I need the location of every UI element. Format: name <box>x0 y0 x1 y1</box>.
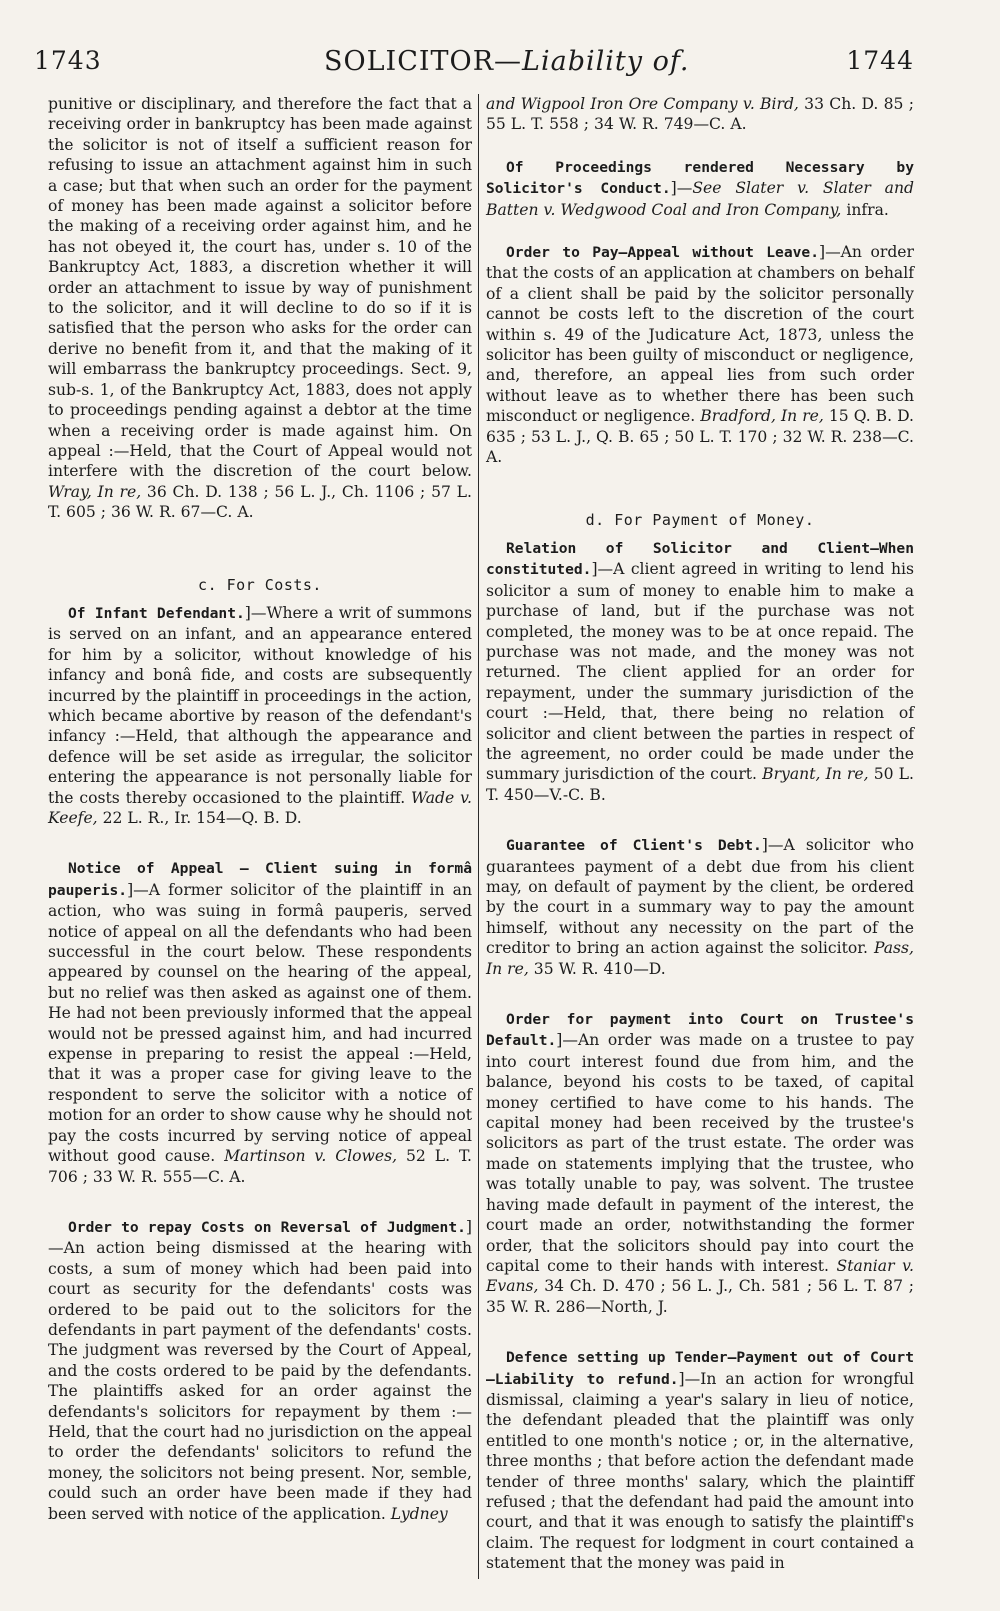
citation: 35 W. R. 410—D. <box>528 959 666 978</box>
entry-text: ]—A client agreed in writing to lend his solicitor a sum of money to enable him to make a purchase of land, but if the purchase was not completed, the money was to be at once repaid. The purchase was not made, and the money was not returned. The client applied for an order for repayment, under the summary jurisdiction of the court :—Held, that, there being no relation of solicitor and client between the parties in respect of the agreement, no order could be made under the summary jurisdiction of the court. <box>486 560 914 784</box>
case-name: Martinson v. Clowes, <box>224 1147 398 1166</box>
entry-text: ]—An order was made on a trustee to pay into court interest found due from him, and the balance, beyond his costs to be taxed, of capital money certified to have come to his hands. The capital money had been received by the trustee's solicitors as part of the trust estate. The order was made on statements implying that the trustee, who was totally unable to pay, was solvent. The trustee having made default in payment of the interest, the court made an order, notwithstanding the former order, that the solicitors should pay into court the capital come to their hands with interest. <box>486 1031 914 1275</box>
entry-order-to-pay <box>486 242 914 467</box>
entry-heading: Notice of Appeal — Client suing in formâ pauperis. <box>48 860 472 899</box>
entry-order-payment-into-court <box>486 1009 914 1317</box>
page-number-right: 1744 <box>846 46 914 75</box>
case-name: Staniar v. Evans, <box>486 1256 914 1296</box>
entry-text: ]—A solicitor who guarantees payment of a debt due from his client may, on default of payment by the client, be ordered by the court in a summary way to pay the amount himself, without any necessity on the part of the creditor to bring an action against the solicitor. <box>486 836 914 958</box>
column-divider <box>478 94 479 1579</box>
citation: 36 Ch. D. 138 ; 56 L. J., Ch. 1106 ; 57 L. T. 605 ; 36 W. R. 67—C. A. <box>48 482 472 522</box>
entry-text: ]—An order that the costs of an application at chambers on behalf of a client shall be paid by the solicitor personally cannot be costs left to the discretion of the court within s. 49 of the Judicature Act, 1873, unless the solicitor has been guilty of misconduct or negligence, and, therefore, an appeal lies from such order without leave as to whether there has been such misconduct or negligence. <box>486 243 914 426</box>
entry-heading: Guarantee of Client's Debt. <box>506 837 762 855</box>
case-name: See Slater v. Slater and Batten v. Wedgwood Coal and Iron Company, <box>486 179 914 219</box>
section-heading-costs: c. For Costs. <box>198 575 322 594</box>
running-head <box>34 46 914 86</box>
continued-citation <box>486 94 914 135</box>
entry-infant-defendant <box>48 603 472 828</box>
title-main: SOLICITOR— <box>324 46 523 77</box>
entry-text: ]—A former solicitor of the plaintiff in an action, who was suing in formâ pauperis, served notice of appeal on all the defendants who had been successful in the court below. These respondents appeared by counsel on the hearing of the appeal, but no relief was then asked as against one of them. He had not been previously informed that the appeal would not be pressed against him, and had incurred expense in preparing to resist the appeal :—Held, that it was a proper case for giving leave to the respondent to serve the solicitor with a notice of motion for an order to show cause why he should not pay the costs incurred by serving notice of appeal without good cause. <box>48 880 472 1166</box>
entry-order-to-repay-costs <box>48 1217 472 1524</box>
entry-heading: Defence setting up Tender—Payment out of Court—Liability to refund. <box>486 1349 914 1388</box>
citation: 52 L. T. 706 ; 33 W. R. 555—C. A. <box>48 1147 473 1186</box>
page-title <box>324 46 689 77</box>
case-name: Wray, In re, <box>48 482 142 501</box>
entry-heading: Relation of Solicitor and Client—When constituted. <box>486 539 914 579</box>
entry-text: ]— <box>670 179 693 198</box>
case-name: and Wigpool Iron Ore Company v. Bird, <box>486 95 799 113</box>
entry-guarantee-debt <box>486 835 914 979</box>
entry-heading: Of Infant Defendant. <box>68 604 245 622</box>
entry-relation-solicitor-client <box>486 538 914 805</box>
case-name: Lydney <box>390 1504 448 1523</box>
continued-paragraph <box>48 94 472 523</box>
entry-heading: Of Proceedings rendered Necessary by Solicitor's Conduct. <box>486 158 914 198</box>
left-column <box>48 94 472 1524</box>
citation: 33 Ch. D. 85 ; 55 L. T. 558 ; 34 W. R. 749—C. A. <box>486 95 914 134</box>
case-name: Pass, In re, <box>486 939 914 978</box>
section-heading-payment: d. For Payment of Money. <box>585 510 815 529</box>
right-column <box>486 94 914 1574</box>
entry-text: ]—Where a writ of summons is served on an infant, and an appearance entered for him by a solicitor, without knowledge of his infancy and bonâ fide, and costs are subsequently incurred by the plaintiff in proceedings in the action, which became abortive by reason of the defendant's infancy :—Held, that although the appearance and defence will be set aside as irregular, the solicitor entering the appearance is not personally liable for the costs thereby occasioned to the plaintiff. <box>48 603 472 807</box>
citation: 34 Ch. D. 470 ; 56 L. J., Ch. 581 ; 56 L. T. 87 ; 35 W. R. 286—North, J. <box>486 1277 914 1316</box>
entry-notice-of-appeal <box>48 858 472 1187</box>
citation: 50 L. T. 450—V.-C. B. <box>486 765 914 804</box>
citation: 22 L. R., Ir. 154—Q. B. D. <box>97 809 302 827</box>
page-number-left: 1743 <box>34 46 102 75</box>
entry-text: ]—An action being dismissed at the hearing with costs, a sum of money which had been paid into court as security for the defendants' costs was ordered to be paid out to the solicitors for the defendants in part payment of the defendants' costs. The judgment was reversed by the Court of Appeal, and the costs ordered to be paid by the defendants. The plaintiffs asked for an order against the defendants's solicitors for repayment by them :—Held, that the court had no jurisdiction on the appeal to order the defendants' solicitors to refund the money, the solicitors not being present. Nor, semble, could such an order have been made if they had been served with notice of the application. <box>48 1217 472 1523</box>
case-name: Bradford, In re, <box>700 407 824 426</box>
case-name: Wade v. Keefe, <box>48 788 472 827</box>
entry-text: ]—In an action for wrongful dismissal, claiming a year's salary in lieu of notice, the defendant pleaded that the plaintiff was only entitled to one month's notice ; or, in the alternative, three months ; that before action the defendant made tender of three months' salary, which the plaintiff refused ; that the defendant had paid the amount into court, and that it was enough to satisfy the plaintiff's claim. The request for lodgment in court contained a statement that the money was paid in <box>486 1369 914 1573</box>
title-italic: Liability of. <box>522 46 690 77</box>
entry-heading: Order for payment into Court on Trustee's Default. <box>486 1011 914 1050</box>
citation: 15 Q. B. D. 635 ; 53 L. J., Q. B. 65 ; 50 L. T. 170 ; 32 W. R. 238—C. A. <box>486 407 914 467</box>
entry-heading: Order to repay Costs on Reversal of Judgment. <box>68 1218 466 1236</box>
entry-proceedings-necessary <box>486 157 914 220</box>
citation: infra. <box>841 200 889 219</box>
case-name: Bryant, In re, <box>762 765 869 784</box>
entry-defence-tender <box>486 1347 914 1573</box>
paragraph-text: punitive or disciplinary, and therefore the fact that a receiving order in bankruptcy has been made against the solicitor is not of itself a sufficient reason for refusing to issue an attachment against him in such a case; but that when such an order for the payment of money has been made against a solicitor before the making of a receiving order against him, and he has not obeyed it, the court has, under s. 10 of the Bankruptcy Act, 1883, a discretion whether it will order an attachment to issue by way of punishment to the solicitor, and it will decline to do so if it is satisfied that the person who asks for the order can derive no benefit from it, and that the making of it will embarrass the bankruptcy proceedings. Sect. 9, sub-s. 1, of the Bankruptcy Act, 1883, does not apply to proceedings pending against a debtor at the time when a receiving order is made against him. On appeal :—Held, that the Court of Appeal would not interfere with the discretion of the court below. <box>48 95 472 481</box>
entry-heading: Order to Pay—Appeal without Leave. <box>506 244 819 262</box>
